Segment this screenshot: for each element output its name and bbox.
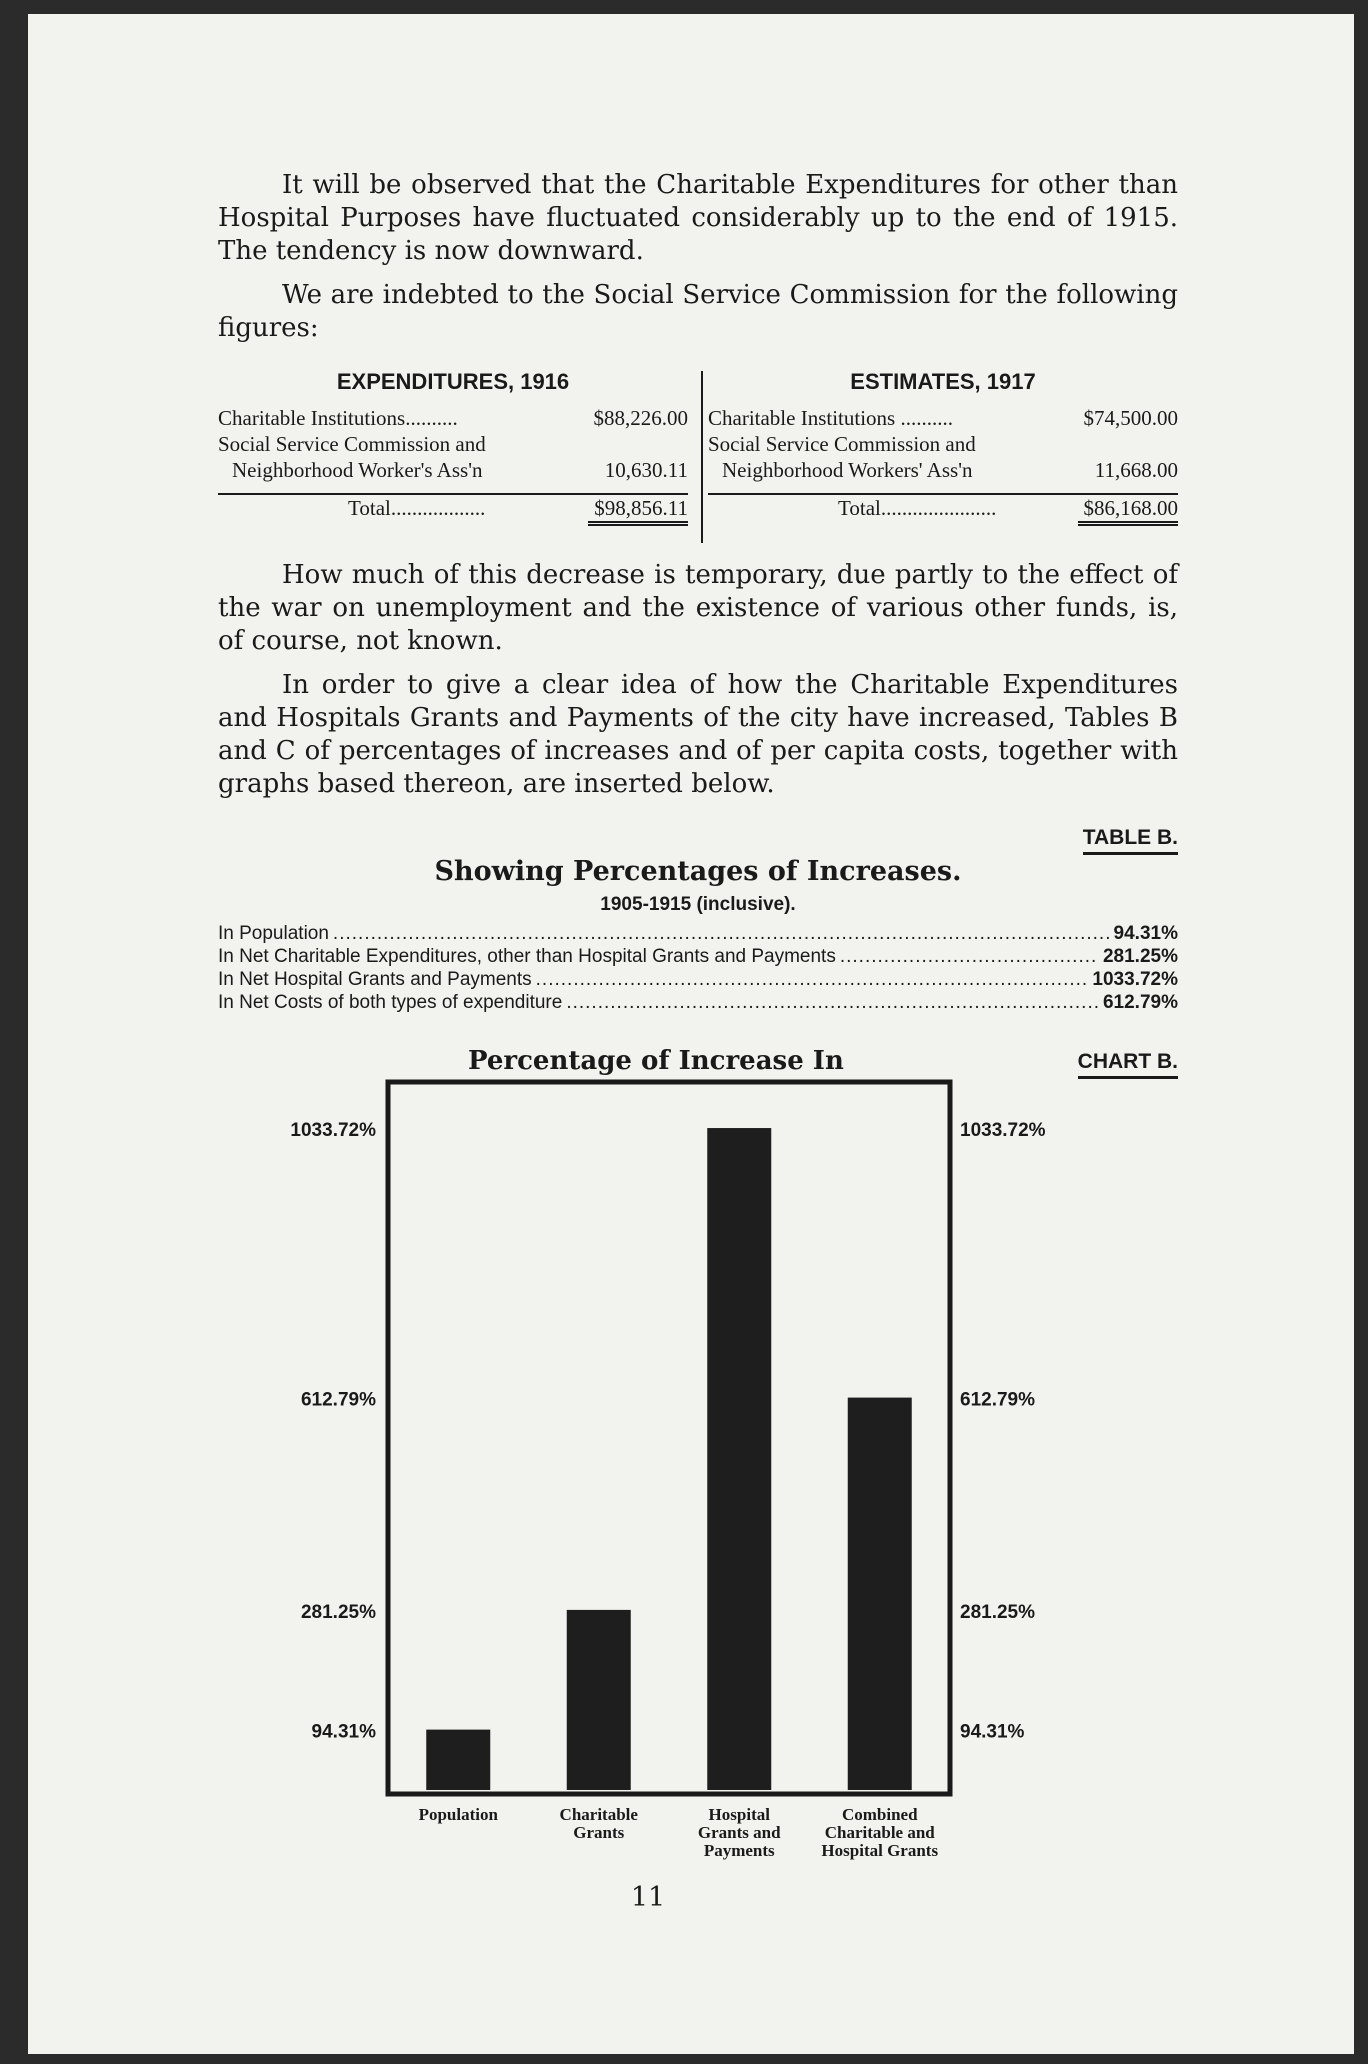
paragraph-indebted: We are indebted to the Social Service Commission for the following figures:	[218, 280, 1178, 343]
tick-label-left: 94.31%	[311, 1721, 376, 1743]
bar-0	[426, 1730, 490, 1790]
table-b-tag: TABLE B.	[1083, 826, 1178, 855]
table-b-row-label: In Net Charitable Expenditures, other than Hospital Grants and Payments	[218, 946, 836, 967]
row-amount: $88,226.00	[593, 406, 688, 430]
chart-b-tag: CHART B.	[1078, 1050, 1178, 1079]
tick-label-right: 1033.72%	[960, 1120, 1046, 1142]
table-b-row-value: 1033.72%	[1092, 969, 1178, 990]
paragraph-tables-intro: In order to give a clear idea of how the Charitable Expenditures and Hospitals Grants and Payments of the city have increased, Tables B and C of percentages of increases and of per capita costs, together with graphs based thereon, are inserted below.	[218, 670, 1178, 799]
category-label: Combined Charitable and Hospital Grants	[821, 1805, 939, 1860]
table-b-row-label: In Population	[218, 923, 329, 944]
total-label: Total..................	[348, 496, 486, 520]
estimates-title: ESTIMATES, 1917	[850, 369, 1036, 394]
tick-label-right: 281.25%	[960, 1601, 1036, 1623]
table-b-row-value: 281.25%	[1102, 946, 1178, 967]
row-amount: 11,668.00	[1094, 458, 1178, 482]
page-number: 11	[630, 1882, 666, 1913]
row-label: Social Service Commission and	[218, 432, 486, 456]
row-label: Neighborhood Workers' Ass'n	[722, 458, 973, 482]
total-amount: $98,856.11	[588, 495, 688, 526]
table-b-subtitle: 1905-1915 (inclusive).	[600, 894, 796, 915]
row-amount: 10,630.11	[604, 458, 688, 482]
tick-label-right: 94.31%	[960, 1721, 1025, 1743]
table-b-row-value: 94.31%	[1113, 923, 1178, 944]
bar-chart	[28, 14, 1354, 2054]
expenditures-title: EXPENDITURES, 1916	[336, 369, 570, 394]
table-b-row-label: In Net Costs of both types of expenditure	[218, 992, 563, 1013]
category-label: Hospital Grants and Payments	[697, 1805, 781, 1860]
table-b-title: Showing Percentages of Increases.	[434, 856, 962, 887]
row-label: Charitable Institutions..........	[218, 406, 458, 430]
tick-label-right: 612.79%	[960, 1389, 1036, 1411]
paragraph-decrease: How much of this decrease is temporary, due partly to the effect of the war on unemployment and the existence of various other funds, is, of course, not known.	[218, 560, 1178, 656]
tick-label-left: 1033.72%	[290, 1120, 376, 1142]
category-label: Population	[418, 1805, 498, 1824]
bar-2	[707, 1128, 771, 1790]
row-label: Neighborhood Worker's Ass'n	[232, 458, 483, 482]
row-label: Social Service Commission and	[708, 432, 976, 456]
document-page	[28, 14, 1354, 2054]
total-amount: $86,168.00	[1078, 495, 1179, 526]
row-amount: $74,500.00	[1083, 406, 1178, 430]
category-label: Charitable Grants	[559, 1805, 638, 1842]
row-label: Charitable Institutions ..........	[708, 406, 953, 430]
tick-label-left: 612.79%	[300, 1389, 376, 1411]
total-label: Total......................	[838, 496, 997, 520]
chart-title: Percentage of Increase In	[468, 1046, 844, 1076]
tick-label-left: 281.25%	[300, 1601, 376, 1623]
bar-1	[567, 1610, 631, 1790]
table-b-row-label: In Net Hospital Grants and Payments	[218, 969, 532, 990]
paragraph-fluctuation: It will be observed that the Charitable Expenditures for other than Hospital Purposes have fluctuated considerably up to the end of 1915. The tendency is now downward.	[218, 170, 1178, 266]
table-b-row-value: 612.79%	[1102, 992, 1178, 1013]
bar-3	[848, 1398, 912, 1790]
